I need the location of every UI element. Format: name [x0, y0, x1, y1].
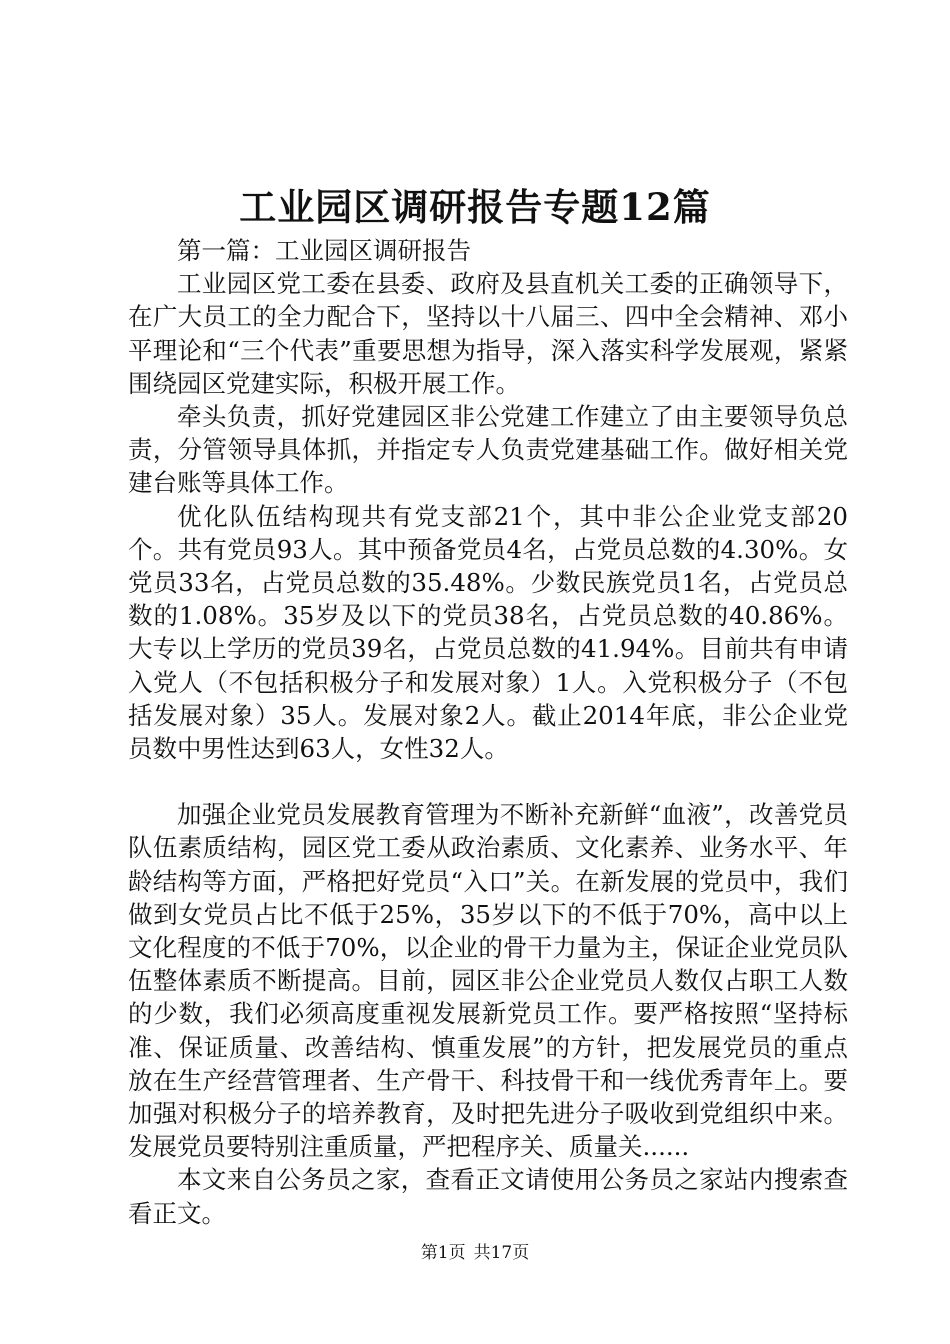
section-heading: 第一篇：工业园区调研报告	[177, 236, 471, 265]
page-footer	[0, 1242, 950, 1264]
paragraph-source-note: 本文来自公务员之家，查看正文请使用公务员之家站内搜索查看正文。	[128, 1165, 848, 1228]
document-title: 工业园区调研报告专题12篇	[239, 185, 711, 229]
page-total: 共17页	[473, 1243, 530, 1263]
paragraph-structure: 优化队伍结构现共有党支部21个，其中非公企业党支部20个。共有党员93人。其中预备党员4名，占党员总数的4.30%。女党员33名，占党员总数的35.48%。少数民族党员1名，占党员总数的1.08%。35岁及以下的党员38名，占党员总数的40.86%。大专以上学历的党员39名，占党员总数的41.94%。目前共有申请入党人（不包括积极分子和发展对象）1人。入党积极分子（不包括发展对象）35人。发展对象2人。截止2014年底，非公企业党员数中男性达到63人，女性32人。	[128, 501, 848, 764]
paragraph-development: 加强企业党员发展教育管理为不断补充新鲜“血液”，改善党员队伍素质结构，园区党工委从政治素质、文化素养、业务水平、年龄结构等方面，严格把好党员“入口”关。在新发展的党员中，我们做到女党员占比不低于25%，35岁以下的不低于70%，高中以上文化程度的不低于70%，以企业的骨干力量为主，保证企业党员队伍整体素质不断提高。目前，园区非公企业党员人数仅占职工人数的少数，我们必须高度重视发展新党员工作。要严格按照“坚持标准、保证质量、改善结构、慎重发展”的方针，把发展党员的重点放在生产经营管理者、生产骨干、科技骨干和一线优秀青年上。要加强对积极分子的培养教育，及时把先进分子吸收到党组织中来。发展党员要特别注重质量，严把程序关、质量关......	[128, 800, 848, 1162]
document-body	[128, 234, 848, 1230]
paragraph-intro: 工业园区党工委在县委、政府及县直机关工委的正确领导下，在广大员工的全力配合下，坚持以十八届三、四中全会精神、邓小平理论和“三个代表”重要思想为指导，深入落实科学发展观，紧紧围绕园区党建实际，积极开展工作。	[128, 269, 848, 398]
paragraph-leadership: 牵头负责，抓好党建园区非公党建工作建立了由主要领导负总责，分管领导具体抓，并指定专人负责党建基础工作。做好相关党建台账等具体工作。	[128, 402, 848, 498]
page-number: 第1页	[420, 1243, 466, 1263]
